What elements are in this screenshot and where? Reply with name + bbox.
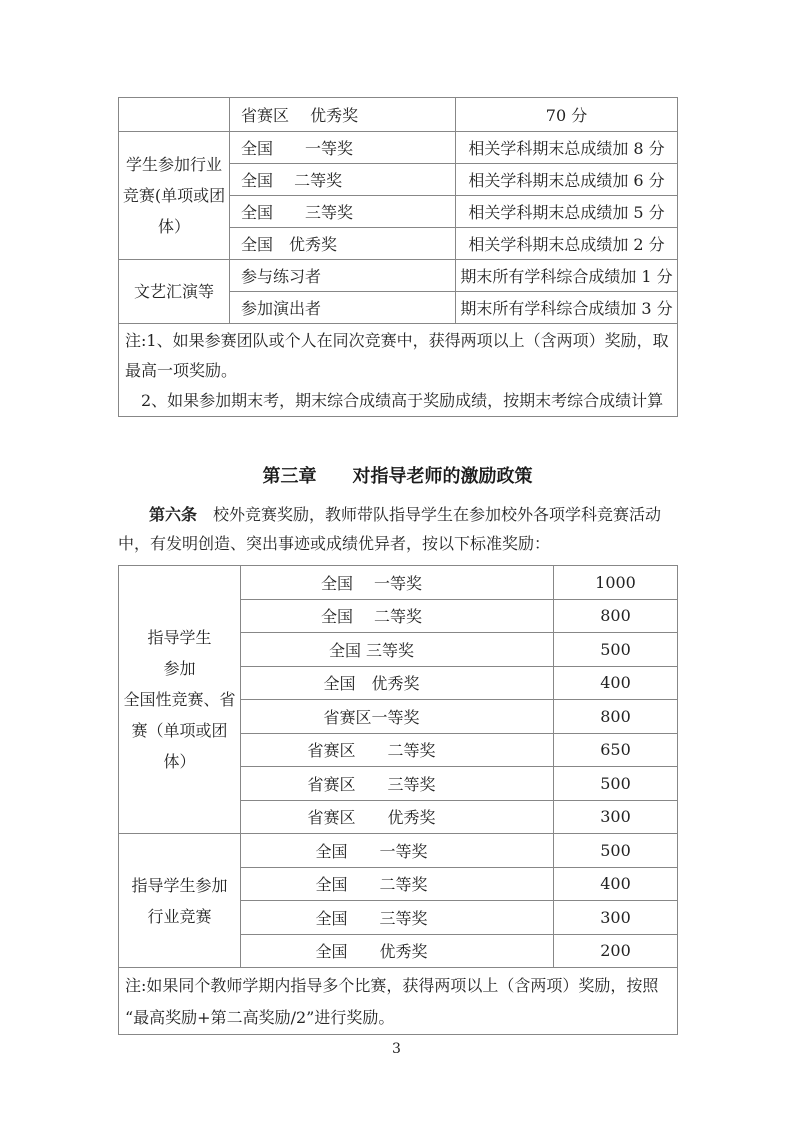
amount-cell: 1000 (554, 566, 678, 600)
table-row (119, 98, 678, 132)
label-line: 赛（单项或团 (131, 721, 228, 740)
amount-cell: 400 (554, 666, 678, 700)
note-line: 2、如果参加期末考，期末综合成绩高于奖励成绩，按期末考综合成绩计算 (125, 391, 664, 410)
table-row (119, 834, 678, 868)
amount-cell: 300 (554, 901, 678, 935)
award-cell: 全国 一等奖 (241, 834, 554, 868)
amount-cell: 500 (554, 834, 678, 868)
page-number: 3 (392, 1041, 401, 1057)
row-group-label-performance: 文艺汇演等 (119, 260, 230, 324)
label-line: 指导学生 (147, 628, 212, 647)
table-row (119, 132, 678, 164)
award-cell: 参加演出者 (230, 292, 456, 324)
amount-cell: 650 (554, 733, 678, 767)
label-line: 体） (163, 752, 196, 771)
award-cell: 省赛区一等奖 (241, 700, 554, 734)
clause-paragraph (118, 500, 680, 558)
paragraph-line (118, 500, 680, 529)
amount-cell: 400 (554, 867, 678, 901)
label-line: 全国性竞赛、省 (123, 690, 236, 709)
amount-cell: 800 (554, 599, 678, 633)
table-row (119, 566, 678, 600)
paragraph-text: 校外竞赛奖励，教师带队指导学生在参加校外各项学科竞赛活动 (197, 505, 662, 524)
chapter-title: 第三章 对指导老师的激励政策 (262, 466, 533, 487)
award-cell: 全国 优秀奖 (241, 666, 554, 700)
note-line: “最高奖励+第二高奖励/2”进行奖励。 (125, 1008, 395, 1027)
clause-label: 第六条 (149, 505, 198, 524)
note-line: 注:1、如果参赛团队或个人在同次竞赛中，获得两项以上（含两项）奖励，取 (125, 331, 669, 350)
label-line: 参加 (163, 659, 196, 678)
label-line: 体） (157, 217, 190, 236)
amount-cell: 200 (554, 934, 678, 968)
award-cell: 全国 二等奖 (241, 599, 554, 633)
paragraph-line: 中，有发明创造、突出事迹或成绩优异者，按以下标准奖励： (118, 534, 551, 553)
label-line: 竞赛(单项或团 (122, 186, 226, 205)
score-cell: 期末所有学科综合成绩加 1 分 (456, 260, 678, 292)
label-line: 指导学生参加 (131, 875, 228, 895)
award-cell: 全国 三等奖 (230, 196, 456, 228)
amount-cell: 300 (554, 800, 678, 834)
score-cell: 期末所有学科综合成绩加 3 分 (456, 292, 678, 324)
label-line: 行业竞赛 (147, 906, 212, 926)
table-note (119, 324, 678, 417)
award-cell: 省赛区 优秀奖 (230, 98, 456, 132)
score-cell: 70 分 (456, 98, 678, 132)
row-group-label-industry (119, 132, 230, 260)
row-group-label-industry (119, 834, 241, 968)
note-line: 注:如果同个教师学期内指导多个比赛，获得两项以上（含两项）奖励，按照 (125, 976, 659, 995)
score-cell: 相关学科期末总成绩加 5 分 (456, 196, 678, 228)
award-cell: 全国 一等奖 (241, 566, 554, 600)
table-row (119, 260, 678, 292)
note-line: 最高一项奖励。 (125, 361, 238, 380)
award-cell: 全国 三等奖 (241, 633, 554, 667)
award-cell: 全国 优秀奖 (230, 228, 456, 260)
amount-cell: 500 (554, 633, 678, 667)
award-cell: 省赛区 二等奖 (241, 733, 554, 767)
score-cell: 相关学科期末总成绩加 8 分 (456, 132, 678, 164)
award-cell: 全国 三等奖 (241, 901, 554, 935)
student-award-table (118, 97, 678, 417)
table-row (119, 968, 678, 1035)
table-row (119, 324, 678, 417)
teacher-award-table (118, 565, 678, 1035)
award-cell: 省赛区 三等奖 (241, 767, 554, 801)
score-cell: 相关学科期末总成绩加 6 分 (456, 164, 678, 196)
award-cell: 全国 优秀奖 (241, 934, 554, 968)
award-cell: 全国 二等奖 (241, 867, 554, 901)
table-note (119, 968, 678, 1035)
score-cell: 相关学科期末总成绩加 2 分 (456, 228, 678, 260)
award-cell: 参与练习者 (230, 260, 456, 292)
row-group-label-national (119, 566, 241, 834)
award-cell: 全国 二等奖 (230, 164, 456, 196)
amount-cell: 500 (554, 767, 678, 801)
amount-cell: 800 (554, 700, 678, 734)
empty-cell (119, 98, 230, 132)
award-cell: 省赛区 优秀奖 (241, 800, 554, 834)
award-cell: 全国 一等奖 (230, 132, 456, 164)
label-line: 学生参加行业 (125, 155, 222, 174)
